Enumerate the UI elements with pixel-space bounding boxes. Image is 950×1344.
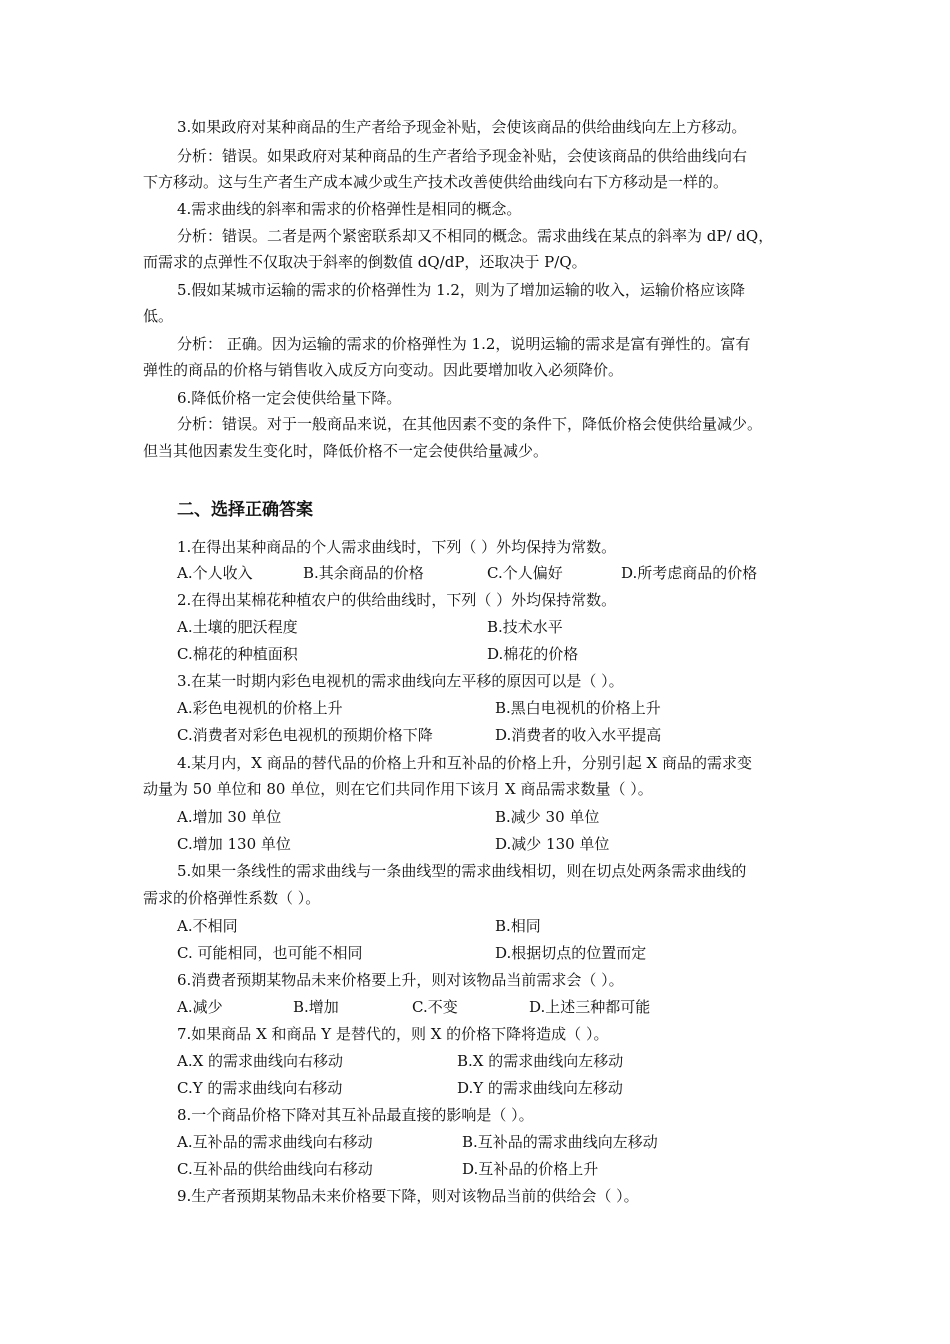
choice-q5-option-a: A.不相同	[177, 917, 238, 935]
choice-q1-option-b: B.其余商品的价格	[303, 564, 424, 582]
choice-q1-option-a: A.个人收入	[177, 564, 253, 582]
judgement-a4-line1: 分析：错误。二者是两个紧密联系却又不相同的概念。需求曲线在某点的斜率为 dP/ dQ，	[177, 227, 774, 245]
choice-q5-line2: 需求的价格弹性系数（ ）。	[143, 889, 321, 907]
judgement-a5-line1: 分析： 正确。因为运输的需求的价格弹性为 1.2，说明运输的需求是富有弹性的。富有	[177, 335, 751, 353]
choice-q1: 1.在得出某种商品的个人需求曲线时，下列（ ）外均保持为常数。	[177, 538, 617, 556]
choice-q4-option-b: B.减少 30 单位	[495, 808, 600, 826]
choice-q8: 8.一个商品价格下降对其互补品最直接的影响是（ ）。	[177, 1106, 534, 1124]
judgement-q5-line1: 5.假如某城市运输的需求的价格弹性为 1.2，则为了增加运输的收入，运输价格应该降	[177, 281, 745, 299]
choice-q6-option-b: B.增加	[293, 998, 339, 1016]
choice-q8-option-c: C.互补品的供给曲线向右移动	[177, 1160, 373, 1178]
choice-q7: 7.如果商品 X 和商品 Y 是替代的，则 X 的价格下降将造成（ ）。	[177, 1025, 609, 1043]
choice-q3-option-a: A.彩色电视机的价格上升	[177, 699, 343, 717]
judgement-q3: 3.如果政府对某种商品的生产者给予现金补贴，会使该商品的供给曲线向左上方移动。	[177, 118, 747, 136]
choice-q7-option-b: B.X 的需求曲线向左移动	[457, 1052, 624, 1070]
judgement-a3-line2: 下方移动。这与生产者生产成本减少或生产技术改善使供给曲线向右下方移动是一样的。	[143, 173, 729, 191]
choice-q2-option-a: A.土壤的肥沃程度	[177, 618, 298, 636]
choice-q3: 3.在某一时期内彩色电视机的需求曲线向左平移的原因可以是（ ）。	[177, 672, 624, 690]
choice-q3-option-b: B.黑白电视机的价格上升	[495, 699, 661, 717]
choice-q9: 9.生产者预期某物品未来价格要下降，则对该物品当前的供给会（ ）。	[177, 1187, 639, 1205]
judgement-q5-line2: 低。	[143, 307, 174, 325]
judgement-a6-line2: 但当其他因素发生变化时，降低价格不一定会使供给量减少。	[143, 442, 549, 460]
choice-q5-option-d: D.根据切点的位置而定	[495, 944, 647, 962]
choice-q1-option-d: D.所考虑商品的价格	[621, 564, 758, 582]
choice-q4-option-a: A.增加 30 单位	[177, 808, 282, 826]
choice-q5-option-c: C. 可能相同，也可能不相同	[177, 944, 363, 962]
choice-q1-option-c: C.个人偏好	[487, 564, 563, 582]
choice-q6-option-c: C.不变	[412, 998, 458, 1016]
judgement-q6: 6.降低价格一定会使供给量下降。	[177, 389, 402, 407]
choice-q2-option-b: B.技术水平	[487, 618, 563, 636]
choice-q4-option-d: D.减少 130 单位	[495, 835, 610, 853]
choice-q8-option-d: D.互补品的价格上升	[462, 1160, 599, 1178]
choice-q8-option-a: A.互补品的需求曲线向右移动	[177, 1133, 373, 1151]
choice-q2: 2.在得出某棉花种植农户的供给曲线时，下列（ ）外均保持常数。	[177, 591, 617, 609]
choice-q5-line1: 5.如果一条线性的需求曲线与一条曲线型的需求曲线相切，则在切点处两条需求曲线的	[177, 862, 747, 880]
choice-q4-line2: 动量为 50 单位和 80 单位，则在它们共同作用下该月 X 商品需求数量（ ）。	[143, 780, 653, 798]
section-title: 二、选择正确答案	[177, 500, 313, 520]
choice-q8-option-b: B.互补品的需求曲线向左移动	[462, 1133, 658, 1151]
judgement-a6-line1: 分析：错误。对于一般商品来说，在其他因素不变的条件下，降低价格会使供给量减少。	[177, 415, 763, 433]
choice-q4-option-c: C.增加 130 单位	[177, 835, 291, 853]
choice-q7-option-c: C.Y 的需求曲线向右移动	[177, 1079, 343, 1097]
choice-q2-option-d: D.棉花的价格	[487, 645, 579, 663]
choice-q6-option-a: A.减少	[177, 998, 223, 1016]
choice-q7-option-d: D.Y 的需求曲线向左移动	[457, 1079, 623, 1097]
choice-q6-option-d: D.上述三种都可能	[529, 998, 651, 1016]
choice-q6: 6.消费者预期某物品未来价格要上升，则对该物品当前需求会（ ）。	[177, 971, 624, 989]
judgement-a3-line1: 分析：错误。如果政府对某种商品的生产者给予现金补贴，会使该商品的供给曲线向右	[177, 147, 748, 165]
choice-q4-line1: 4.某月内，X 商品的替代品的价格上升和互补品的价格上升，分别引起 X 商品的需求变	[177, 754, 752, 772]
choice-q7-option-a: A.X 的需求曲线向右移动	[177, 1052, 344, 1070]
choice-q5-option-b: B.相同	[495, 917, 541, 935]
choice-q3-option-d: D.消费者的收入水平提高	[495, 726, 662, 744]
choice-q3-option-c: C.消费者对彩色电视机的预期价格下降	[177, 726, 433, 744]
judgement-q4: 4.需求曲线的斜率和需求的价格弹性是相同的概念。	[177, 200, 522, 218]
choice-q2-option-c: C.棉花的种植面积	[177, 645, 298, 663]
judgement-a5-line2: 弹性的商品的价格与销售收入成反方向变动。因此要增加收入必须降价。	[143, 361, 624, 379]
judgement-a4-line2: 而需求的点弹性不仅取决于斜率的倒数值 dQ/dP，还取决于 P/Q。	[143, 253, 587, 271]
